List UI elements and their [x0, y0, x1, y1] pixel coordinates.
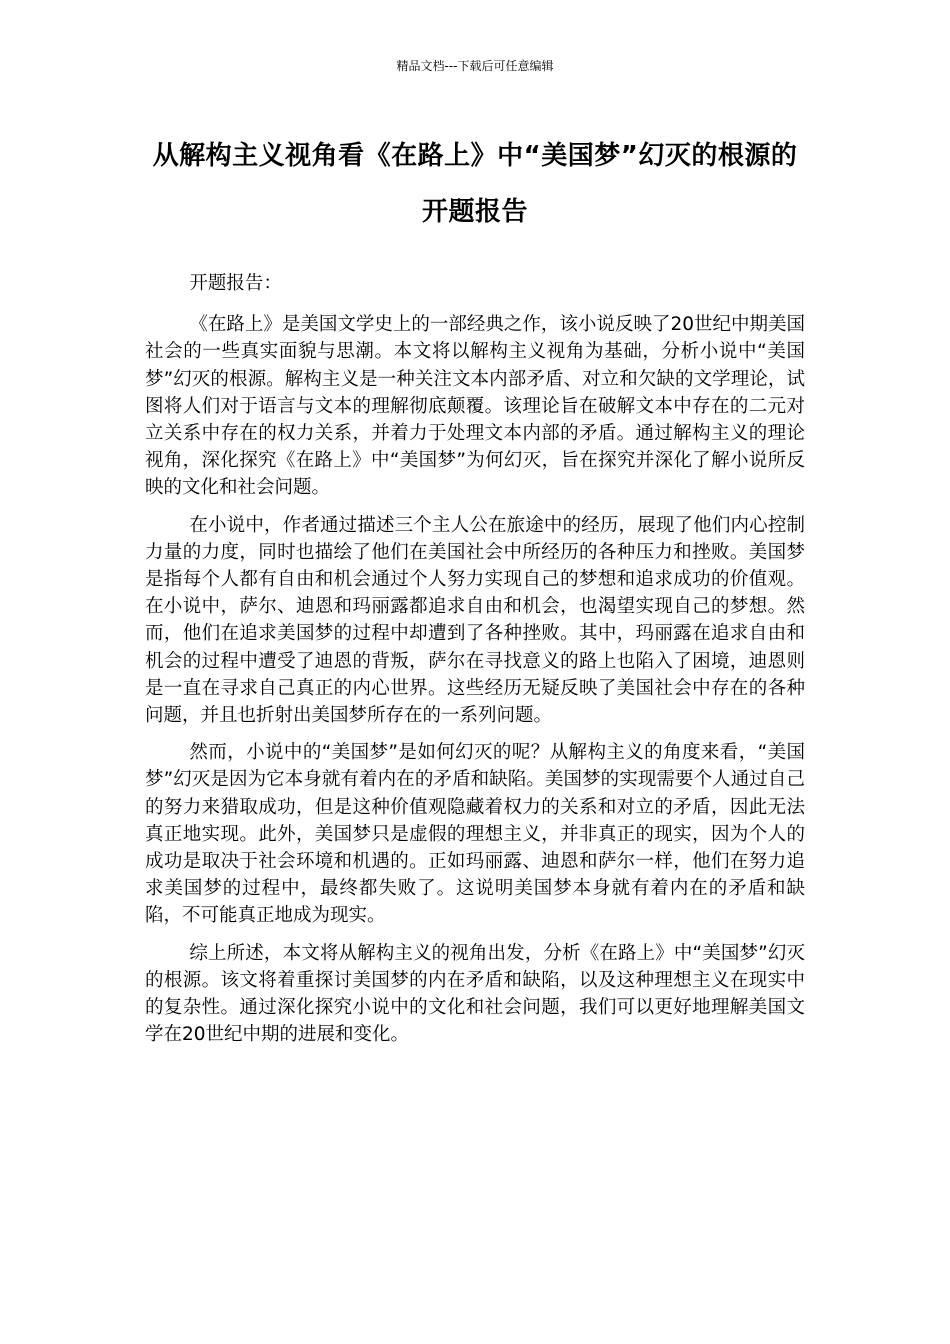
- body-paragraph: 然而，小说中的“美国梦”是如何幻灭的呢？从解构主义的角度来看，“美国梦”幻灭是因为它本身就有着内在的矛盾和缺陷。美国梦的实现需要个人通过自己的努力来猎取成功，但是这种价值观隐藏着权力的关系和对立的矛盾，因此无法真正地实现。此外，美国梦只是虚假的理想主义，并非真正的现实，因为个人的成功是取决于社会环境和机遇的。正如玛丽露、迪恩和萨尔一样，他们在努力追求美国梦的过程中，最终都失败了。这说明美国梦本身就有着内在的矛盾和缺陷，不可能真正地成为现实。: [145, 742, 805, 927]
- report-label: 开题报告：: [189, 273, 282, 294]
- document-body: [145, 270, 805, 1058]
- body-paragraph: 综上所述，本文将从解构主义的视角出发，分析《在路上》中“美国梦”幻灭的根源。该文将着重探讨美国梦的内在矛盾和缺陷，以及这种理想主义在现实中的复杂性。通过深化探究小说中的文化和社会问题，我们可以更好地理解美国文学在20世纪中期的进展和变化。: [145, 942, 805, 1046]
- header-note: 精品文档---下载后可任意编辑: [396, 59, 554, 73]
- body-paragraph: 《在路上》是美国文学史上的一部经典之作，该小说反映了20世纪中期美国社会的一些真实面貌与思潮。本文将以解构主义视角为基础，分析小说中“美国梦”幻灭的根源。解构主义是一种关注文本内部矛盾、对立和欠缺的文学理论，试图将人们对于语言与文本的理解彻底颠覆。该理论旨在破解文本中存在的二元对立关系中存在的权力关系，并着力于处理文本内部的矛盾。通过解构主义的理论视角，深化探究《在路上》中“美国梦”为何幻灭，旨在探究并深化了解小说所反映的文化和社会问题。: [145, 314, 805, 499]
- document-title: 从解构主义视角看《在路上》中“美国梦”幻灭的根源的开题报告: [152, 141, 798, 227]
- body-paragraph: 在小说中，作者通过描述三个主人公在旅途中的经历，展现了他们内心控制力量的力度，同时也描绘了他们在美国社会中所经历的各种压力和挫败。美国梦是指每个人都有自由和机会通过个人努力实现自己的梦想和追求成功的价值观。在小说中，萨尔、迪恩和玛丽露都追求自由和机会，也渴望实现自己的梦想。然而，他们在追求美国梦的过程中却遭到了各种挫败。其中，玛丽露在追求自由和机会的过程中遭受了迪恩的背叛，萨尔在寻找意义的路上也陷入了困境，迪恩则是一直在寻求自己真正的内心世界。这些经历无疑反映了美国社会中存在的各种问题，并且也折射出美国梦所存在的一系列问题。: [145, 514, 805, 727]
